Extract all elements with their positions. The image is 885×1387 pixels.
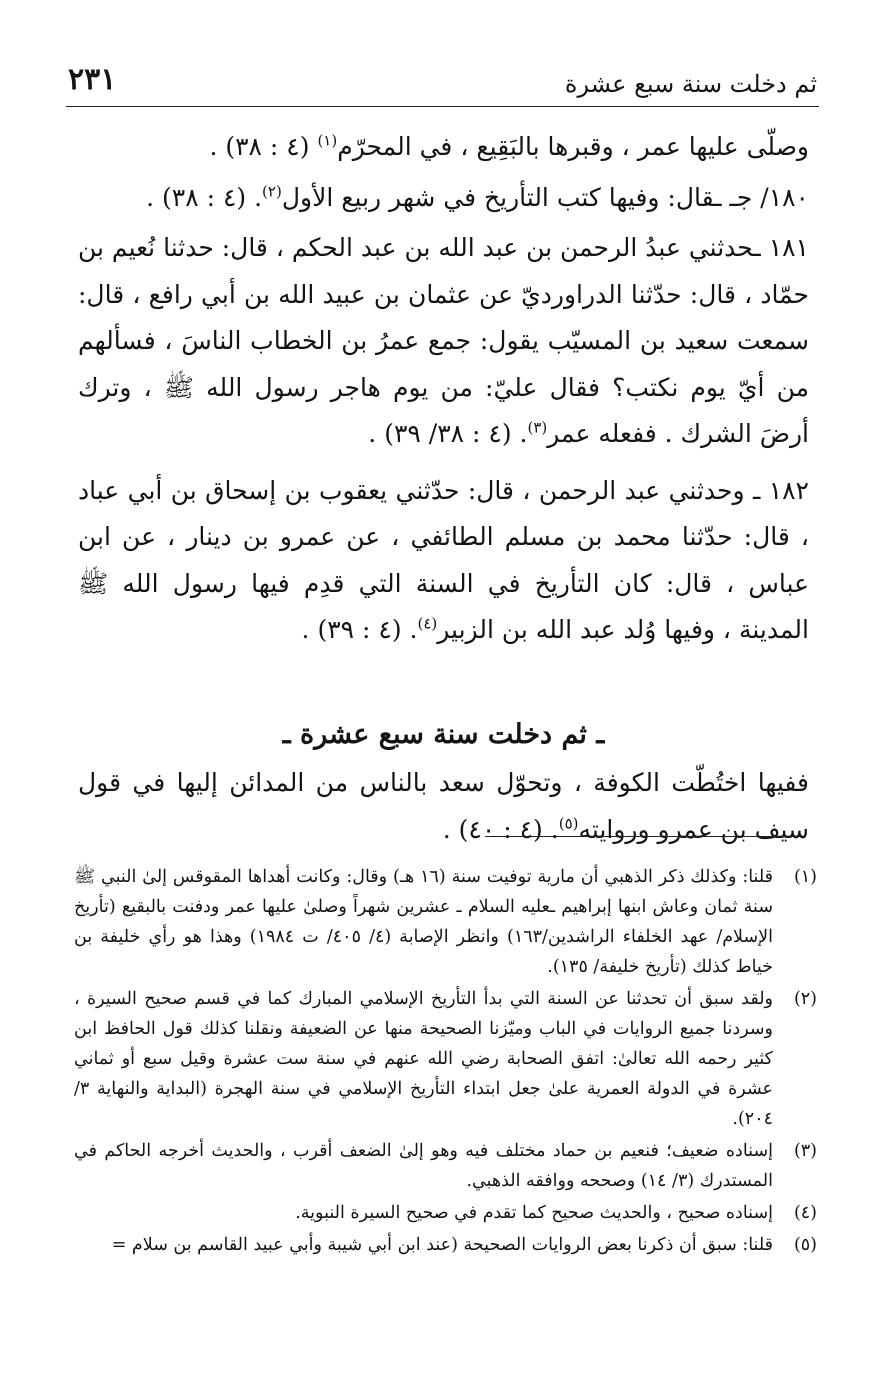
running-header bbox=[68, 60, 817, 104]
footnote-number: (١) bbox=[793, 867, 817, 887]
footnote-ref-3: (٣) bbox=[527, 418, 548, 437]
paragraph-1 bbox=[78, 124, 809, 171]
paragraph-2-citation: . (٤ : ٣٨) . bbox=[146, 182, 263, 212]
section-heading: ـ ثم دخلت سنة سبع عشرة ـ bbox=[282, 718, 605, 750]
paragraph-3 bbox=[78, 225, 809, 458]
paragraph-1-citation: (٤ : ٣٨) . bbox=[209, 132, 318, 161]
footnote-ref-4: (٤) bbox=[417, 614, 438, 633]
paragraph-5-text: ففيها اختُطّت الكوفة ، وتحوّل سعد بالناس من المدائن إليها في قول سيف بن عمرو وروايته bbox=[78, 768, 809, 844]
footnote-ref-5: (٥) bbox=[558, 814, 579, 833]
page-number: ٢٣١ bbox=[68, 62, 117, 97]
paragraph-2-text: ١٨٠/ جـ ـقال: وفيها كتب التأريخ في شهر ربيع الأول bbox=[281, 182, 809, 212]
paragraph-1-text: وصلّى عليها عمر ، وقبرها بالبَقِيع ، في المحرّم bbox=[337, 132, 809, 161]
paragraph-5 bbox=[78, 760, 809, 853]
footnote-ref-2: (٢) bbox=[262, 182, 282, 201]
paragraph-3-text: ١٨١ ـحدثني عبدُ الرحمن بن عبد الله بن عبد الحكم ، قال: حدثنا نُعيم بن حمّاد ، قال: حدّثنا الدراورديّ عن عثمان بن عبيد الله بن أبي رافع ، قال: سمعت سعيد بن المسيّب يقول: جمع عمرُ بن الخطاب الناسَ ، فسألهم من أيّ يوم نكتب؟ فقال عليّ: من يوم هاجر رسول الله ﷺ ، وترك أرضَ الشرك . ففعله عمر bbox=[78, 233, 809, 448]
main-text bbox=[78, 124, 809, 853]
footnote-number: (٢) bbox=[793, 989, 817, 1009]
footnote-1 bbox=[74, 862, 817, 982]
footnote-text: ولقد سبق أن تحدثنا عن السنة التي بدأ التأريخ الإسلامي المبارك كما في قسم صحيح السيرة ، وسردنا جميع الروايات في الباب وميّزنا الصحيحة منها عن الضعيفة ونقلنا كذلك قول الحافظ ابن كثير رحمه الله تعالىٰ: اتفق الصحابة رضي الله عنهم في سنة ست عشرة وقيل سبع أو ثماني عشرة في الدولة العمرية علىٰ جعل ابتداء التأريخ الإسلامي في سنة الهجرة (البداية والنهاية ٣/ ٢٠٤). bbox=[74, 989, 773, 1129]
running-header-title: ثم دخلت سنة سبع عشرة bbox=[564, 70, 817, 98]
paragraph-2 bbox=[78, 175, 809, 222]
footnote-2 bbox=[74, 984, 817, 1134]
footnote-separator bbox=[485, 836, 802, 837]
footnote-text: إسناده صحيح ، والحديث صحيح كما تقدم في صحيح السيرة النبوية. bbox=[295, 1203, 773, 1223]
footnote-3 bbox=[74, 1136, 817, 1196]
footnote-text: قلنا: وكذلك ذكر الذهبي أن مارية توفيت سنة (١٦ هـ) وقال: وكانت أهداها المقوقس إلىٰ النبي ﷺ سنة ثمان وعاش ابنها إبراهيم ـعليه السلام ـ عشرين شهراً وصلىٰ عليها عمر ودفنت بالبقيع (تأريخ الإسلام/ عهد الخلفاء الراشدين/١٦٣) وانظر الإصابة (٤/ ٤٠٥/ ت ١٩٨٤) وهذا هو رأي خليفة بن خياط كذلك (تأريخ خليفة/ ١٣٥). bbox=[74, 867, 774, 977]
paragraph-4 bbox=[78, 468, 809, 654]
footnotes bbox=[74, 862, 817, 1262]
paragraph-5-citation: . (٤ : ٤٠) . bbox=[442, 814, 559, 844]
paragraph-4-citation: . (٤ : ٣٩) . bbox=[301, 615, 418, 644]
footnote-ref-1: (١) bbox=[317, 131, 338, 150]
paragraph-4-text: ١٨٢ ـ وحدثني عبد الرحمن ، قال: حدّثني يعقوب بن إسحاق بن أبي عباد ، قال: حدّثنا محمد بن مسلم الطائفي ، عن عمرو بن دينار ، عن ابن عباس ، قال: كان التأريخ في السنة التي قدِم فيها رسول الله ﷺ المدينة ، وفيها وُلد عبد الله بن الزبير bbox=[78, 475, 809, 644]
footnote-number: (٥) bbox=[793, 1235, 817, 1255]
footnote-text: إسناده ضعيف؛ فنعيم بن حماد مختلف فيه وهو إلىٰ الضعف أقرب ، والحديث أخرجه الحاكم في المستدرك (٣/ ١٤) وصححه ووافقه الذهبي. bbox=[74, 1141, 773, 1191]
footnote-text: قلنا: سبق أن ذكرنا بعض الروايات الصحيحة (عند ابن أبي شيبة وأبي عبيد القاسم بن سلام = bbox=[111, 1235, 773, 1255]
footnote-5 bbox=[74, 1230, 817, 1260]
footnote-4 bbox=[74, 1198, 817, 1228]
header-rule bbox=[66, 106, 819, 107]
footnote-number: (٤) bbox=[793, 1203, 817, 1223]
footnote-number: (٣) bbox=[793, 1141, 817, 1161]
paragraph-3-citation: . (٤ : ٣٨/ ٣٩) . bbox=[368, 419, 528, 448]
